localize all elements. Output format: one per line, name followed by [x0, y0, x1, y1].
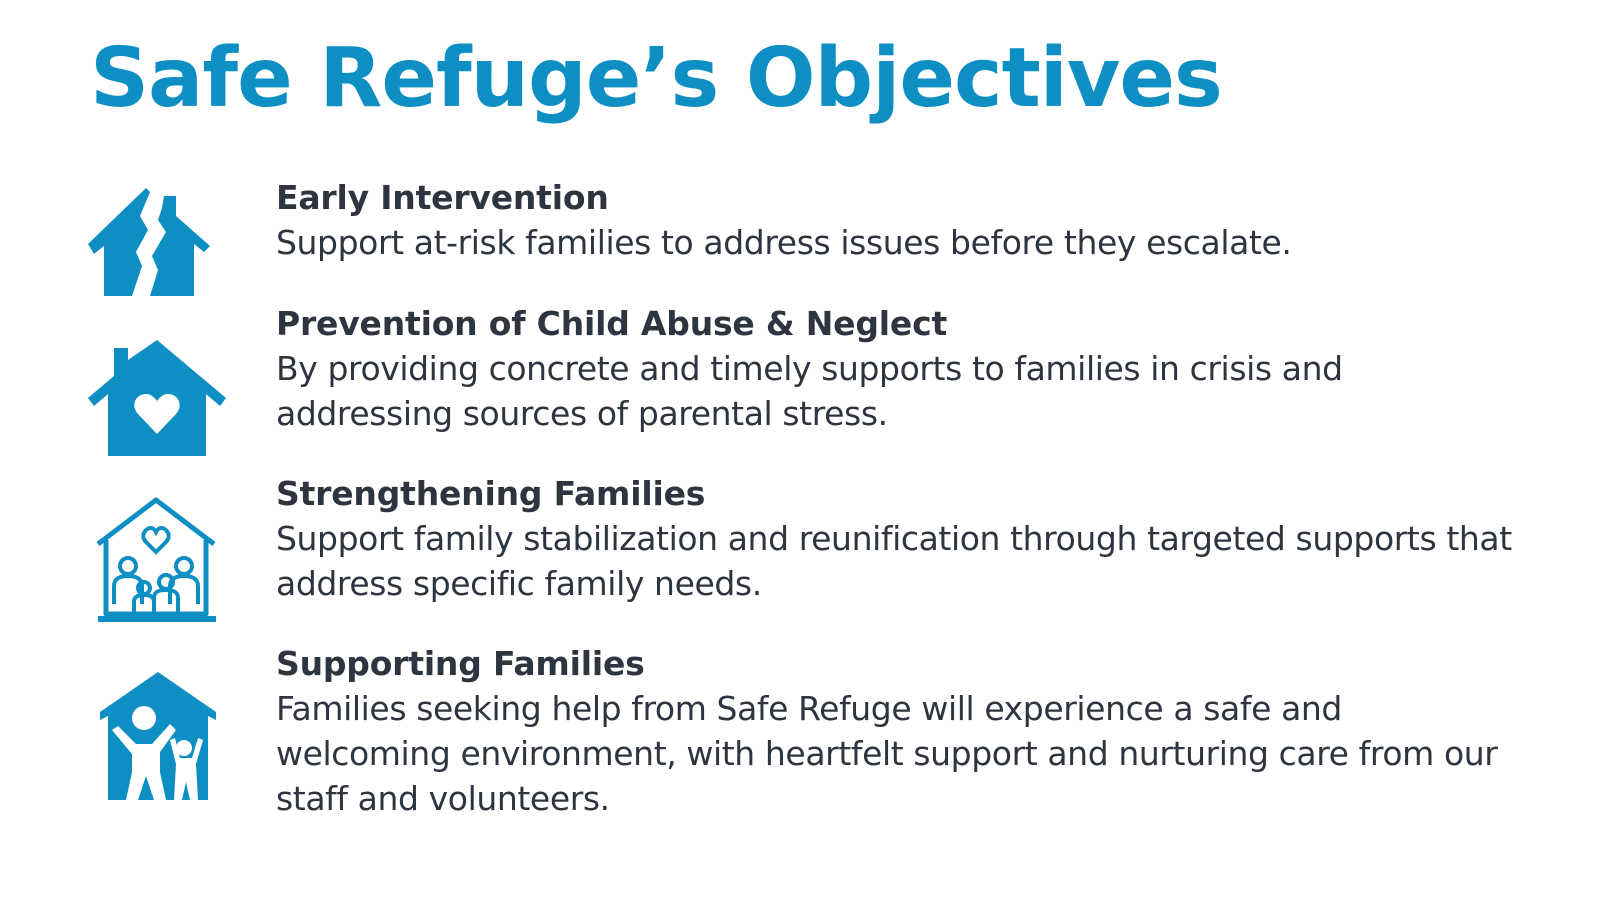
objective-heading: Prevention of Child Abuse & Neglect: [276, 304, 948, 343]
objective-description: Support at-risk families to address issues before they escalate.: [276, 223, 1292, 262]
objective-text: [276, 302, 1521, 436]
objective-description: Support family stabilization and reunification through targeted supports that address specific family needs.: [276, 519, 1512, 603]
broken-house-icon: [88, 186, 210, 298]
objective-heading: Strengthening Families: [276, 474, 706, 513]
objective-description: Families seeking help from Safe Refuge will experience a safe and welcoming environment, with heartfelt support and nurturing care from our staff and volunteers.: [276, 689, 1498, 818]
objective-heading: Early Intervention: [276, 178, 609, 217]
family-house-icon: [88, 496, 224, 624]
objective-text: [276, 176, 1521, 265]
objective-description: By providing concrete and timely supports to families in crisis and addressing sources of parental stress.: [276, 349, 1343, 433]
objective-text: [276, 472, 1521, 606]
objective-heading: Supporting Families: [276, 644, 645, 683]
objective-text: [276, 642, 1521, 821]
slide-title: Safe Refuge’s Objectives: [90, 31, 1222, 126]
parent-child-house-icon: [88, 672, 226, 802]
house-heart-icon: [88, 340, 226, 456]
